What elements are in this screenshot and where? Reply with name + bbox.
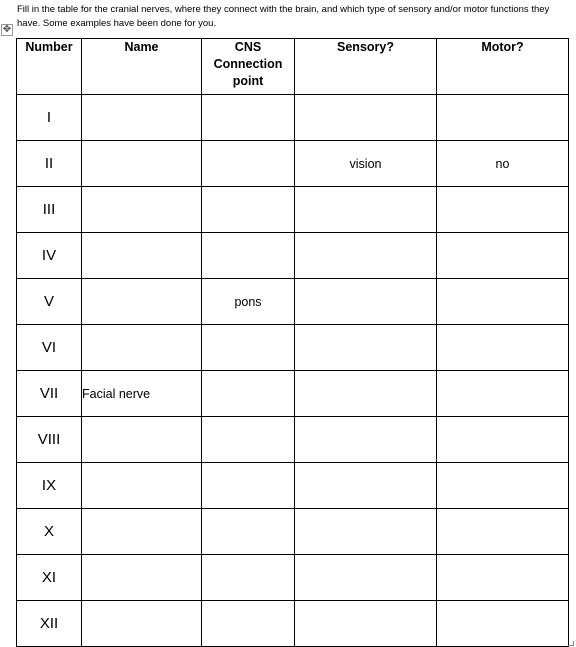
- table-row: [17, 325, 569, 371]
- cell-cns[interactable]: pons: [202, 279, 295, 325]
- cell-motor[interactable]: [437, 417, 569, 463]
- cell-motor[interactable]: no: [437, 141, 569, 187]
- cell-sensory[interactable]: [295, 233, 437, 279]
- cell-motor[interactable]: [437, 279, 569, 325]
- cell-motor[interactable]: [437, 509, 569, 555]
- cell-number[interactable]: VIII: [17, 417, 82, 463]
- table-header-row: [17, 39, 569, 95]
- cell-number[interactable]: III: [17, 187, 82, 233]
- header-number: Number: [17, 39, 82, 95]
- cell-number[interactable]: IV: [17, 233, 82, 279]
- cell-sensory[interactable]: [295, 509, 437, 555]
- cell-sensory[interactable]: [295, 325, 437, 371]
- cell-number[interactable]: XI: [17, 555, 82, 601]
- cranial-nerves-table: [16, 38, 569, 647]
- cell-cns[interactable]: [202, 325, 295, 371]
- cell-cns[interactable]: [202, 233, 295, 279]
- table-resize-handle-icon[interactable]: [568, 641, 574, 646]
- cell-name[interactable]: [82, 325, 202, 371]
- cell-cns[interactable]: [202, 463, 295, 509]
- cell-sensory[interactable]: [295, 371, 437, 417]
- cell-name[interactable]: [82, 95, 202, 141]
- cell-cns[interactable]: [202, 371, 295, 417]
- cell-sensory[interactable]: [295, 555, 437, 601]
- header-cns-connection-point: CNS Connection point: [202, 39, 295, 95]
- cell-sensory[interactable]: [295, 279, 437, 325]
- table-row: [17, 463, 569, 509]
- cell-number[interactable]: V: [17, 279, 82, 325]
- table-move-icon[interactable]: ✥: [2, 24, 12, 35]
- cell-name[interactable]: [82, 555, 202, 601]
- cell-name[interactable]: [82, 279, 202, 325]
- cell-cns[interactable]: [202, 141, 295, 187]
- cell-name[interactable]: [82, 141, 202, 187]
- cell-name[interactable]: [82, 233, 202, 279]
- cell-motor[interactable]: [437, 463, 569, 509]
- cell-motor[interactable]: [437, 233, 569, 279]
- cell-cns[interactable]: [202, 417, 295, 463]
- cell-motor[interactable]: [437, 371, 569, 417]
- cell-number[interactable]: VII: [17, 371, 82, 417]
- table-row: [17, 233, 569, 279]
- cell-number[interactable]: I: [17, 95, 82, 141]
- cell-cns[interactable]: [202, 95, 295, 141]
- cell-cns[interactable]: [202, 555, 295, 601]
- header-name: Name: [82, 39, 202, 95]
- table-row: [17, 187, 569, 233]
- cell-sensory[interactable]: [295, 95, 437, 141]
- cell-number[interactable]: II: [17, 141, 82, 187]
- table-row: [17, 417, 569, 463]
- cell-number[interactable]: XII: [17, 601, 82, 647]
- cell-name[interactable]: [82, 187, 202, 233]
- table-row: [17, 601, 569, 647]
- table-row: [17, 279, 569, 325]
- table-row: [17, 555, 569, 601]
- cell-motor[interactable]: [437, 325, 569, 371]
- cell-motor[interactable]: [437, 555, 569, 601]
- table-row: [17, 141, 569, 187]
- cell-motor[interactable]: [437, 187, 569, 233]
- cell-sensory[interactable]: [295, 187, 437, 233]
- cell-name[interactable]: [82, 509, 202, 555]
- cell-sensory[interactable]: [295, 417, 437, 463]
- cell-name[interactable]: [82, 601, 202, 647]
- cell-name[interactable]: [82, 417, 202, 463]
- cell-number[interactable]: IX: [17, 463, 82, 509]
- cell-number[interactable]: X: [17, 509, 82, 555]
- cell-sensory[interactable]: vision: [295, 141, 437, 187]
- cell-cns[interactable]: [202, 601, 295, 647]
- cell-sensory[interactable]: [295, 601, 437, 647]
- table-row: [17, 371, 569, 417]
- header-motor: Motor?: [437, 39, 569, 95]
- cell-motor[interactable]: [437, 95, 569, 141]
- cell-cns[interactable]: [202, 187, 295, 233]
- instructions-text: Fill in the table for the cranial nerves, where they connect with the brain, and which type of sensory and/or motor functions they have. Some examples have been done for you.: [17, 4, 550, 29]
- cell-number[interactable]: VI: [17, 325, 82, 371]
- cell-motor[interactable]: [437, 601, 569, 647]
- table-row: [17, 509, 569, 555]
- table-row: [17, 95, 569, 141]
- header-sensory: Sensory?: [295, 39, 437, 95]
- cell-sensory[interactable]: [295, 463, 437, 509]
- cell-name[interactable]: [82, 463, 202, 509]
- cell-cns[interactable]: [202, 509, 295, 555]
- cell-name[interactable]: Facial nerve: [82, 371, 202, 417]
